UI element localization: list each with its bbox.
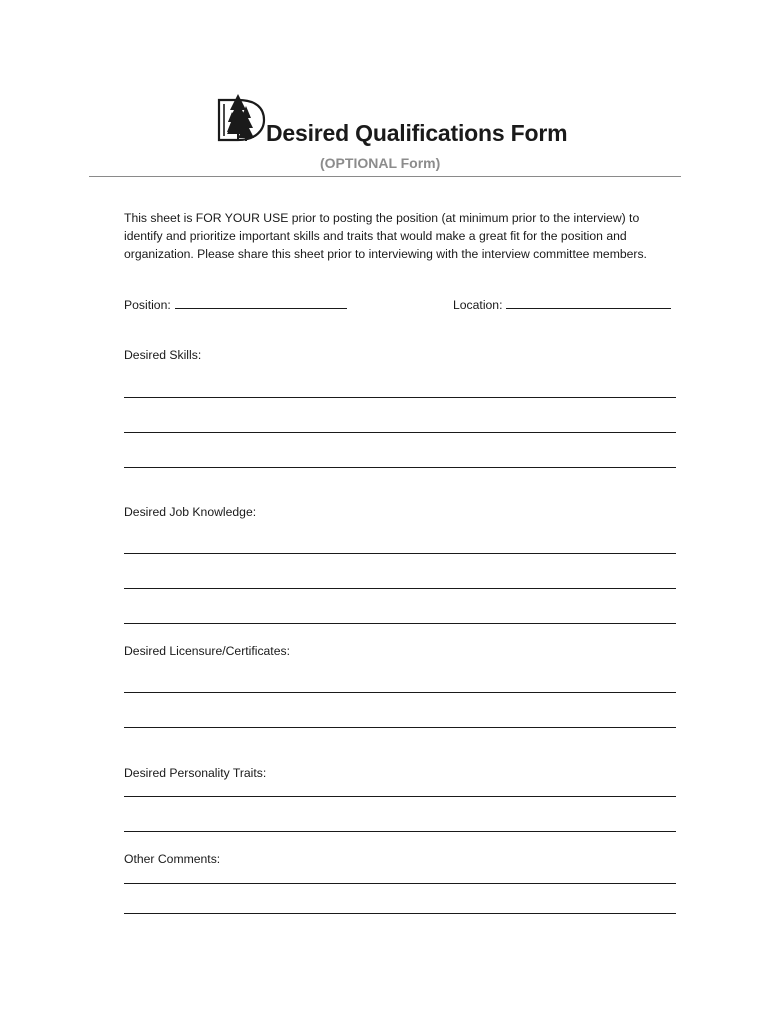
location-label: Location: bbox=[453, 298, 503, 312]
licensure-line-2[interactable] bbox=[124, 727, 676, 728]
personality-label: Desired Personality Traits: bbox=[124, 766, 267, 780]
personality-line-1[interactable] bbox=[124, 796, 676, 797]
skills-label: Desired Skills: bbox=[124, 348, 202, 362]
job-knowledge-line-3[interactable] bbox=[124, 623, 676, 624]
skills-line-2[interactable] bbox=[124, 432, 676, 433]
job-knowledge-label: Desired Job Knowledge: bbox=[124, 505, 257, 519]
intro-paragraph: This sheet is FOR YOUR USE prior to posting the position (at minimum prior to the interview) to identify and prioritize important skills and traits that would make a great fit for the position and organization. Please share this sheet prior to interviewing with the interview committee members. bbox=[124, 211, 647, 261]
position-field bbox=[124, 297, 347, 312]
licensure-line-1[interactable] bbox=[124, 692, 676, 693]
logo-icon bbox=[216, 92, 266, 144]
licensure-label: Desired Licensure/Certificates: bbox=[124, 644, 290, 658]
job-knowledge-line-1[interactable] bbox=[124, 553, 676, 554]
skills-line-3[interactable] bbox=[124, 467, 676, 468]
comments-line-1[interactable] bbox=[124, 883, 676, 884]
job-knowledge-line-2[interactable] bbox=[124, 588, 676, 589]
comments-line-2[interactable] bbox=[124, 913, 676, 914]
location-field bbox=[453, 297, 671, 312]
skills-line-1[interactable] bbox=[124, 397, 676, 398]
personality-line-2[interactable] bbox=[124, 831, 676, 832]
header-divider bbox=[89, 176, 681, 177]
position-label: Position: bbox=[124, 298, 171, 312]
page-subtitle: (OPTIONAL Form) bbox=[320, 155, 441, 171]
comments-label: Other Comments: bbox=[124, 852, 221, 866]
page-title: Desired Qualifications Form bbox=[266, 120, 568, 146]
position-blank[interactable] bbox=[175, 297, 347, 309]
location-blank[interactable] bbox=[506, 297, 671, 309]
